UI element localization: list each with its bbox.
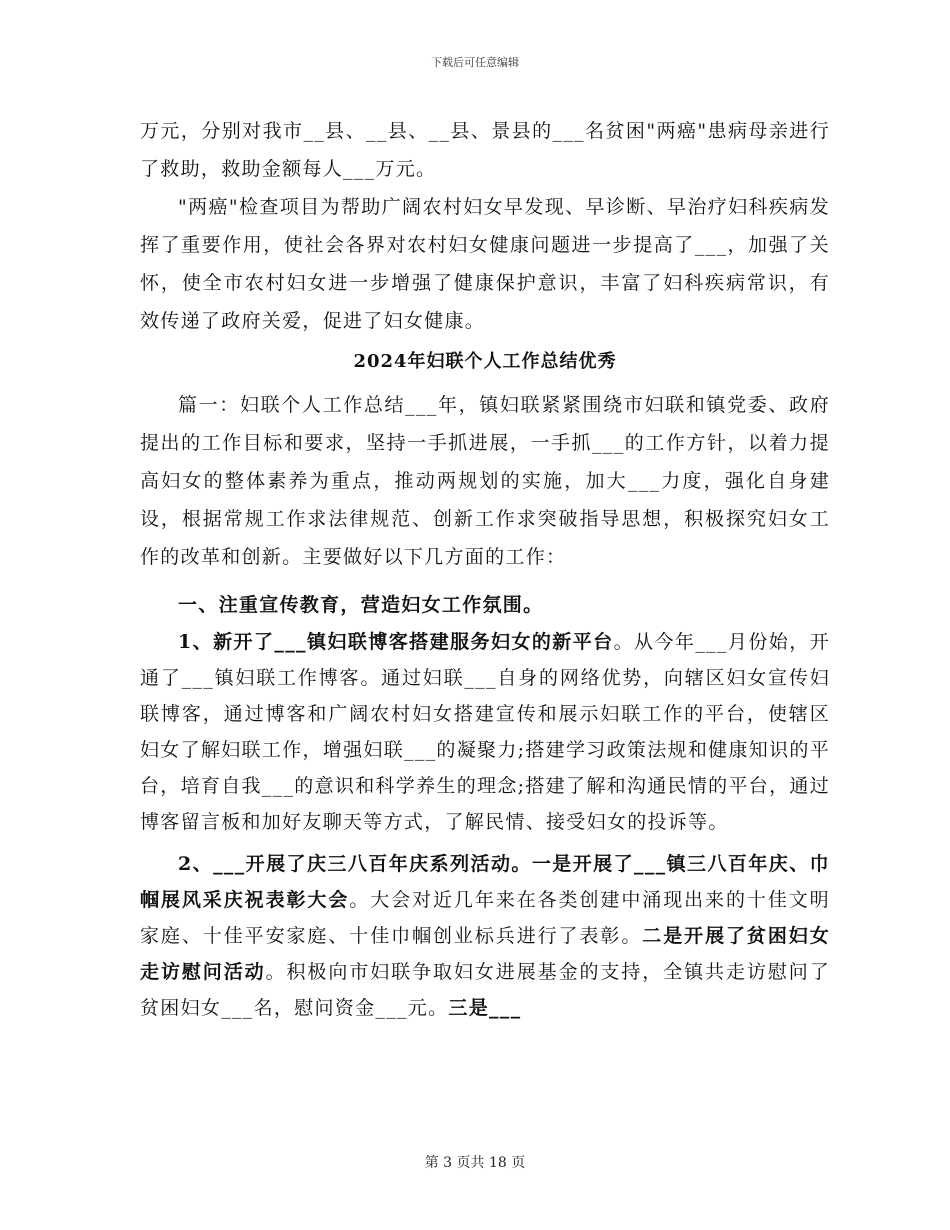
intro-paragraph-1: 万元，分别对我市__县、__县、__县、景县的___名贫困"两癌"患病母亲进行了救助，救助金额每人___万元。 <box>140 120 830 180</box>
section-heading-text: 一、注重宣传教育，营造妇女工作氛围。 <box>178 594 544 616</box>
item-1-heading: 1、新开了___镇妇联博客搭建服务妇女的新平台 <box>178 631 614 653</box>
page-header: 下载后可任意编辑 <box>431 56 519 69</box>
item-2-subheading-2: 二是开展了贫困妇女走访慰问活动 <box>140 925 831 983</box>
item-2-text-1: 。大会对近几年来在各类创建中涌现出来的十佳文明家庭、十佳平安家庭、十佳巾帼创业标兵进行了表彰。 <box>140 889 830 947</box>
section-heading-1 <box>140 586 830 624</box>
item-2-subheading-3: 三是___ <box>448 997 522 1019</box>
document-body <box>140 112 830 1026</box>
item-2-text-2: 。积极向市妇联争取妇女进展基金的支持，全镇共走访慰问了贫困妇女___名，慰问资金___元。 <box>140 961 830 1019</box>
item-1-text: 。从今年___月份始，开通了___镇妇联工作博客。通过妇联___自身的网络优势，向辖区妇女宣传妇联博客，通过博客和广阔农村妇女搭建宣传和展示妇联工作的平台，使辖区妇女了解妇联工作，增强妇联___的凝聚力;搭建学习政策法规和健康知识的平台，培育自我___的意识和科学养生的理念;搭建了解和沟通民情的平台，通过博客留言板和加好友聊天等方式，了解民情、接受妇女的投诉等。 <box>140 631 830 833</box>
page-footer: 第 3 页共 18 页 <box>424 1155 526 1171</box>
item-2-paragraph <box>140 846 830 1026</box>
intro-paragraph-2: "两癌"检查项目为帮助广阔农村妇女早发现、早诊断、早治疗妇科疾病发挥了重要作用，使社会各界对农村妇女健康问题进一步提高了___，加强了关怀，使全市农村妇女进一步增强了健康保护意识，丰富了妇科疾病常识，有效传递了政府关爱，促进了妇女健康。 <box>140 196 830 332</box>
article-paragraph-1: 篇一：妇联个人工作总结___年，镇妇联紧紧围绕市妇联和镇党委、政府提出的工作目标和要求，坚持一手抓进展，一手抓___的工作方针，以着力提高妇女的整体素养为重点，推动两规划的实施，加大___力度，强化自身建设，根据常规工作求法律规范、创新工作求突破指导思想，积极探究妇女工作的改革和创新。主要做好以下几方面的工作： <box>140 394 830 568</box>
item-2-heading: 2、___开展了庆三八百年庆系列活动。一是开展了___镇三八百年庆、巾帼展风采庆祝表彰大会 <box>140 853 830 911</box>
item-1-paragraph <box>140 624 830 840</box>
article-title: 2024年妇联个人工作总结优秀 <box>353 351 617 372</box>
